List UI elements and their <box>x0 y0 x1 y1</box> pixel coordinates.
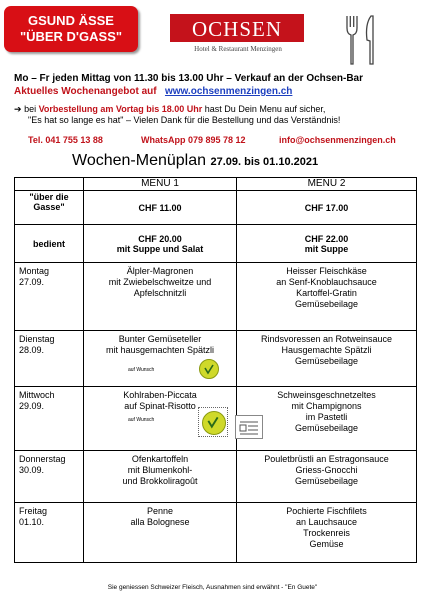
dish-line: Heisser Fleischkäse <box>286 266 367 276</box>
email-address: info@ochsenmenzingen.ch <box>279 135 396 145</box>
dish-line: Ofenkartoffeln <box>131 454 189 464</box>
dish-line: Gemüsebeilage <box>294 299 359 309</box>
logo-subtitle: Hotel & Restaurant Menzingen <box>194 45 282 53</box>
dish-line: Trockenreis <box>303 528 350 538</box>
dish-line: Schweinsgeschnetzeltes <box>277 390 376 400</box>
price-menu2-served <box>237 225 417 263</box>
dish-line: Kartoffel-Gratin <box>296 288 357 298</box>
dish-line: und Brokkoliragoût <box>122 476 198 486</box>
image-selection-frame <box>198 407 228 437</box>
price-row-takeaway <box>15 191 417 225</box>
price-row-served <box>15 225 417 263</box>
menu1-dish <box>84 387 237 451</box>
dish-line: Gemüsebeilage <box>294 476 359 486</box>
logo-box <box>170 14 304 42</box>
dish-line: Gemüse <box>309 539 344 549</box>
dish-line: mit Blumenkohl- <box>127 465 193 475</box>
menu1-dish <box>84 503 237 563</box>
day-date: 01.10. <box>19 517 45 527</box>
day-cell <box>15 263 84 331</box>
cutlery-icon <box>343 14 379 66</box>
preorder-line <box>14 104 325 115</box>
website-link[interactable]: www.ochsenmenzingen.ch <box>164 86 293 97</box>
dish-line: mit Champignons <box>291 401 362 411</box>
day-cell <box>15 331 84 387</box>
dish-line: Gemüsebeilage <box>294 356 359 366</box>
weekly-offer-label: Aktuelles Wochenangebot auf <box>14 86 157 97</box>
layout-options-icon[interactable] <box>235 415 263 439</box>
day-date: 27.09. <box>19 277 45 287</box>
menu2-dish <box>237 331 417 387</box>
menu1-dish <box>84 331 237 387</box>
menu1-dish <box>84 451 237 503</box>
dish-line: alla Bolognese <box>130 517 190 527</box>
arrow-icon: ➔ <box>14 104 22 114</box>
title-dates: 27.09. bis 01.10.2021 <box>210 156 319 168</box>
thanks-line: "Es hat so lange es hat" – Vielen Dank für die Bestellung und das Verständnis! <box>28 115 341 125</box>
menu2-dish <box>237 451 417 503</box>
title-main: Wochen-Menüplan <box>72 152 207 169</box>
price-menu1-served <box>84 225 237 263</box>
price-value: CHF 20.00 <box>138 233 182 244</box>
badge-line-2: "ÜBER D'GASS" <box>19 29 123 44</box>
dish-line: auf Spinat-Risotto <box>124 401 196 411</box>
whatsapp-number: WhatsApp 079 895 78 12 <box>141 135 246 145</box>
menu1-dish <box>84 263 237 331</box>
day-row-mittwoch <box>15 387 417 451</box>
dish-line: an Senf-Knoblauchsauce <box>276 277 377 287</box>
price-note: mit Suppe <box>304 243 349 254</box>
dish-line: im Pastetli <box>305 412 348 422</box>
dish-line: Penne <box>146 506 174 516</box>
price-menu1-takeaway: CHF 11.00 <box>84 191 237 225</box>
dish-line: mit Zwiebelschweitze und <box>108 277 212 287</box>
dish-line: Griess-Gnocchi <box>295 465 358 475</box>
price-row-label: bedient <box>15 225 84 263</box>
day-name: Donnerstag <box>19 454 66 464</box>
day-name: Mittwoch <box>19 390 55 400</box>
menu2-dish <box>237 503 417 563</box>
menu2-dish <box>237 263 417 331</box>
table-header-row <box>15 178 417 191</box>
ochsen-logo <box>170 14 306 60</box>
weekly-offer-line <box>14 86 292 97</box>
day-name: Freitag <box>19 506 48 516</box>
day-date: 28.09. <box>19 345 45 355</box>
day-date: 29.09. <box>19 401 45 411</box>
menu2-dish <box>237 387 417 451</box>
logo-name: OCHSEN <box>191 17 282 41</box>
opening-hours-line: Mo – Fr jeden Mittag von 11.30 bis 13.00 Uhr – Verkauf an der Ochsen-Bar <box>14 73 364 84</box>
header-menu1: MENU 1 <box>84 178 237 191</box>
badge-line-1: GSUND ÄSSE <box>28 13 114 28</box>
menu-table <box>14 177 417 563</box>
dish-line: Hausgemachte Spätzli <box>281 345 372 355</box>
dish-line: an Lauchsauce <box>295 517 358 527</box>
gsund-aesse-badge <box>4 6 138 52</box>
on-request-note: auf Wunsch <box>128 417 155 423</box>
preorder-deadline: Vorbestellung am Vortag bis 18.00 Uhr <box>38 104 203 114</box>
preorder-pre: bei <box>24 104 39 114</box>
price-value: CHF 22.00 <box>304 233 349 244</box>
price-row-label: "über die Gasse" <box>15 191 84 225</box>
page-title <box>72 152 318 170</box>
day-row-freitag <box>15 503 417 563</box>
day-cell <box>15 387 84 451</box>
day-name: Montag <box>19 266 50 276</box>
price-note: mit Suppe und Salat <box>116 243 204 254</box>
dish-line: Gemüsebeilage <box>294 423 359 433</box>
dish-line: Rindsvoressen an Rotweinsauce <box>260 334 393 344</box>
dish-line: Pochierte Fischfilets <box>286 506 367 516</box>
dish-line: Pouletbrüstli an Estragonsauce <box>264 454 389 464</box>
price-menu2-takeaway: CHF 17.00 <box>237 191 417 225</box>
on-request-note: auf Wunsch <box>128 367 155 373</box>
header-empty-cell <box>15 178 84 191</box>
day-row-dienstag <box>15 331 417 387</box>
day-name: Dienstag <box>19 334 55 344</box>
dish-line: Kohlraben-Piccata <box>123 390 197 400</box>
dish-line: Apfelschnitzli <box>133 288 187 298</box>
day-row-montag <box>15 263 417 331</box>
day-cell <box>15 451 84 503</box>
day-date: 30.09. <box>19 465 45 475</box>
dish-line: Bunter Gemüseteller <box>118 334 202 344</box>
day-cell <box>15 503 84 563</box>
phone-number: Tel. 041 755 13 88 <box>28 135 103 145</box>
vegetarian-icon <box>199 359 219 379</box>
dish-line: Älpler-Magronen <box>126 266 194 276</box>
preorder-post: hast Du Dein Menu auf sicher, <box>202 104 326 114</box>
dish-line: mit hausgemachten Spätzli <box>105 345 215 355</box>
day-row-donnerstag <box>15 451 417 503</box>
footer-note: Sie geniessen Schweizer Fleisch, Ausnahmen sind erwähnt - "En Guete" <box>107 584 318 591</box>
header-menu2: MENU 2 <box>237 178 417 191</box>
